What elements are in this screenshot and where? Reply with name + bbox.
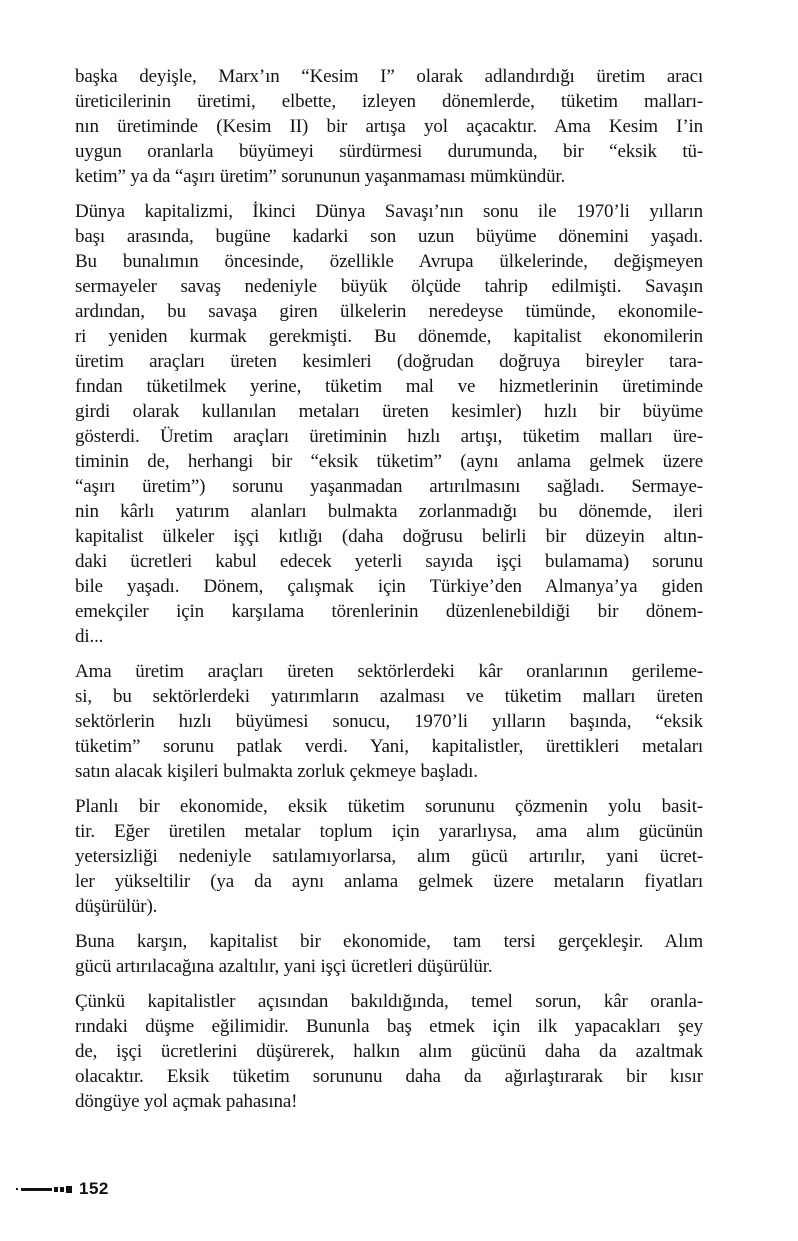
paragraph <box>75 929 703 979</box>
text-line: üretim araçları üreten kesimleri (doğrudan doğruya bireyler tara- <box>75 351 703 372</box>
text-line: nin kârlı yatırım alanları bulmakta zorlanmadığı bu dönemde, ileri <box>75 501 703 522</box>
paragraph <box>75 199 703 649</box>
text-line: başı arasında, bugüne kadarki son uzun büyüme dönemini yaşadı. <box>75 226 703 247</box>
text-line: ler yükseltilir (ya da aynı anlama gelmek üzere metaların fiyatları <box>75 871 703 892</box>
text-line: ri yeniden kurmak gerekmişti. Bu dönemde, kapitalist ekonomilerin <box>75 326 703 347</box>
text-line: üreticilerinin üretimi, elbette, izleyen dönemlerde, tüketim malları- <box>75 91 703 112</box>
text-line: Dünya kapitalizmi, İkinci Dünya Savaşı’nın sonu ile 1970’li yılların <box>75 201 703 222</box>
text-line: gösterdi. Üretim araçları üretiminin hızlı artışı, tüketim malları üre- <box>75 426 703 447</box>
text-line: kapitalist ülkeler işçi kıtlığı (daha doğrusu belirli bir düzeyin altın- <box>75 526 703 547</box>
text-line: Ama üretim araçları üreten sektörlerdeki kâr oranlarının gerileme- <box>75 661 703 682</box>
text-line: sektörlerin hızlı büyümesi sonucu, 1970’li yılların başında, “eksik <box>75 711 703 732</box>
text-line: daki ücretleri kabul edecek yeterli sayıda işçi bulamama) sorunu <box>75 551 703 572</box>
text-line: başka deyişle, Marx’ın “Kesim I” olarak adlandırdığı üretim aracı <box>75 66 703 87</box>
footer-square-icon <box>54 1187 58 1192</box>
text-line: bile yaşadı. Dönem, çalışmak için Türkiye’den Almanya’ya giden <box>75 576 703 597</box>
text-line: Çünkü kapitalistler açısından bakıldığında, temel sorun, kâr oranla- <box>75 991 703 1012</box>
text-line: tüketim” sorunu patlak verdi. Yani, kapitalistler, ürettikleri metaları <box>75 736 703 757</box>
text-line: girdi olarak kullanılan metaları üreten kesimler) hızlı bir büyüme <box>75 401 703 422</box>
text-line: gücü artırılacağına azaltılır, yani işçi ücretleri düşürülür. <box>75 956 493 977</box>
text-line: nın üretiminde (Kesim II) bir artışa yol açacaktır. Ama Kesim I’in <box>75 116 703 137</box>
text-line: si, bu sektörlerdeki yatırımların azalması ve tüketim malları üreten <box>75 686 703 707</box>
paragraph <box>75 659 703 784</box>
text-line: tir. Eğer üretilen metalar toplum için yararlıysa, ama alım gücünün <box>75 821 703 842</box>
footer-rule-icon <box>21 1188 52 1191</box>
text-line: emekçiler için karşılama törenlerinin düzenlenebildiği bir dönem- <box>75 601 703 622</box>
footer-dot-icon <box>16 1188 18 1190</box>
text-line: yetersizliği nedeniyle satılamıyorlarsa, alım gücü artırılır, yani ücret- <box>75 846 703 867</box>
text-line: olacaktır. Eksik tüketim sorununu daha da ağırlaştırarak bir kısır <box>75 1066 703 1087</box>
text-line: Buna karşın, kapitalist bir ekonomide, tam tersi gerçekleşir. Alım <box>75 931 703 952</box>
footer-square-icon <box>66 1186 72 1193</box>
paragraph <box>75 794 703 919</box>
text-line: ketim” ya da “aşırı üretim” sorununun yaşanmaması mümkündür. <box>75 166 566 187</box>
text-line: ardından, bu savaşa giren ülkelerin neredeyse tümünde, ekonomile- <box>75 301 703 322</box>
text-line: sermayeler savaş nedeniyle büyük ölçüde tahrip edilmişti. Savaşın <box>75 276 703 297</box>
page-footer <box>16 1179 109 1199</box>
paragraph <box>75 64 703 189</box>
text-line: rındaki düşme eğilimidir. Bununla baş etmek için ilk yapacakları şey <box>75 1016 703 1037</box>
footer-square-icon <box>60 1187 64 1192</box>
text-line: uygun oranlarla büyümeyi sürdürmesi durumunda, bir “eksik tü- <box>75 141 703 162</box>
text-line: “aşırı üretim”) sorunu yaşanmadan artırılmasını sağladı. Sermaye- <box>75 476 703 497</box>
page-number: 152 <box>79 1179 109 1198</box>
text-line: Bu bunalımın öncesinde, özellikle Avrupa ülkelerinde, değişmeyen <box>75 251 703 272</box>
text-line: satın alacak kişileri bulmakta zorluk çekmeye başladı. <box>75 761 478 782</box>
paragraph <box>75 989 703 1114</box>
text-line: fından tüketilmek yerine, tüketim mal ve hizmetlerinin üretiminde <box>75 376 703 397</box>
text-line: düşürülür). <box>75 896 158 917</box>
text-column <box>75 64 703 1124</box>
text-line: Planlı bir ekonomide, eksik tüketim sorununu çözmenin yolu basit- <box>75 796 703 817</box>
text-line: de, işçi ücretlerini düşürerek, halkın alım gücünü daha da azaltmak <box>75 1041 703 1062</box>
text-line: timinin de, herhangi bir “eksik tüketim” (aynı anlama gelmek üzere <box>75 451 703 472</box>
text-line: di... <box>75 626 104 647</box>
text-line: döngüye yol açmak pahasına! <box>75 1091 298 1112</box>
